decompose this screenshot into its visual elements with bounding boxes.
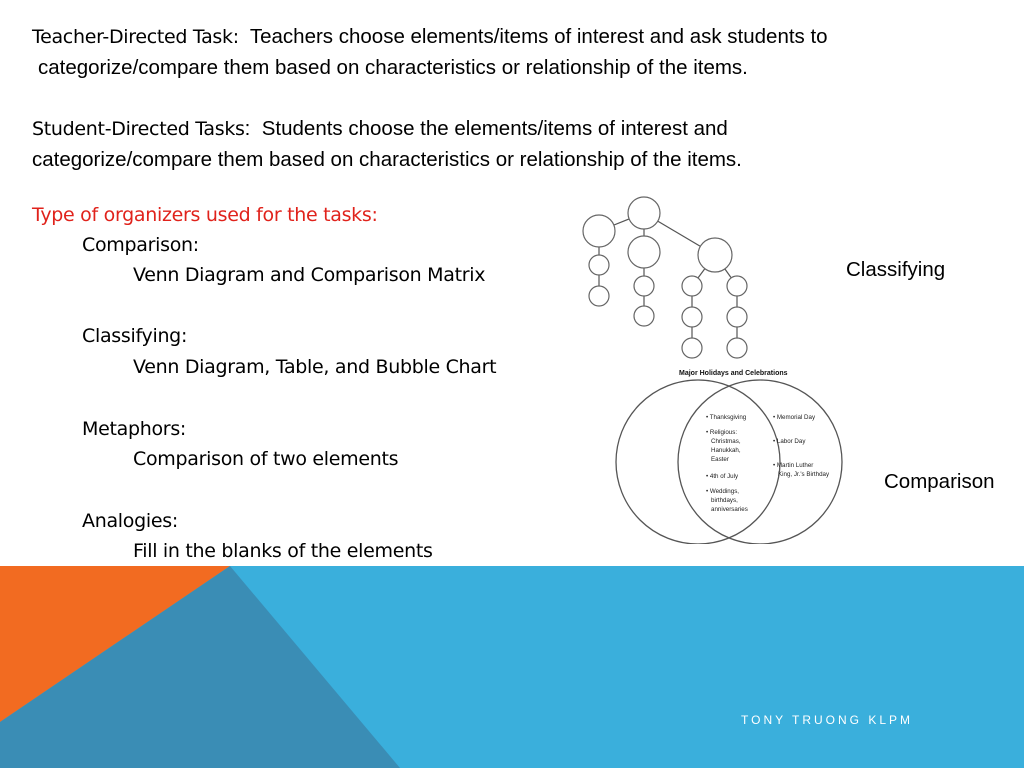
organizer-detail-metaphors: Comparison of two elements [133,448,399,470]
caption-classifying: Classifying [846,258,946,281]
venn-title: Major Holidays and Celebrations [679,370,788,377]
bubble-tree-nodes [583,197,747,358]
student-task-line-1 [32,117,728,141]
venn-middle-item: • Religious: [706,429,738,436]
venn-middle-list [706,414,748,513]
venn-middle-item: • 4th of July [706,473,739,480]
venn-middle-item: Easter [711,456,729,463]
organizer-detail-analogies: Fill in the blanks of the elements [133,540,433,562]
bubble-tree-connectors [599,213,737,348]
venn-middle-item: • Thanksgiving [706,414,747,421]
venn-middle-item: anniversaries [711,506,748,513]
organizer-label-analogies: Analogies: [82,510,178,532]
venn-diagram [612,362,848,544]
organizer-label-comparison: Comparison: [82,234,199,256]
venn-middle-item: Hanukkah, [711,447,741,454]
venn-right-item: • Memorial Day [773,414,816,421]
student-task-term: Student-Directed Tasks [32,118,245,140]
teacher-task-text-1: Teachers choose elements/items of interest and ask students to [249,25,828,48]
venn-middle-item: birthdays, [711,497,738,504]
venn-left-circle [616,380,780,544]
venn-right-item: • Martin Luther [773,462,814,469]
caption-comparison: Comparison [884,470,995,493]
teacher-task-line-1 [32,25,828,49]
bubble-tree-diagram [576,190,776,365]
organizers-heading: Type of organizers used for the tasks: [32,204,378,226]
venn-right-item: King, Jr.'s Birthday [778,471,830,478]
footer-author: TONY TRUONG KLPM [741,713,914,727]
student-task-text-2: categorize/compare them based on characteristics or relationship of the items. [32,148,742,171]
venn-middle-item: • Weddings, [706,488,740,495]
venn-right-list [773,414,830,478]
venn-middle-item: Christmas, [711,438,741,445]
organizer-label-metaphors: Metaphors: [82,418,187,440]
footer-band [0,566,1024,768]
organizer-detail-classifying: Venn Diagram, Table, and Bubble Chart [133,356,497,378]
venn-right-item: • Labor Day [773,438,806,445]
student-task-text-1: Students choose the elements/items of interest and [261,117,728,140]
organizer-detail-comparison: Venn Diagram and Comparison Matrix [133,264,486,286]
organizer-label-classifying: Classifying: [82,325,188,347]
teacher-task-text-2: categorize/compare them based on characteristics or relationship of the items. [38,56,748,79]
teacher-task-term: Teacher-Directed Task: [32,26,239,48]
student-task-colon: : [244,117,251,140]
venn-right-circle [678,380,842,544]
